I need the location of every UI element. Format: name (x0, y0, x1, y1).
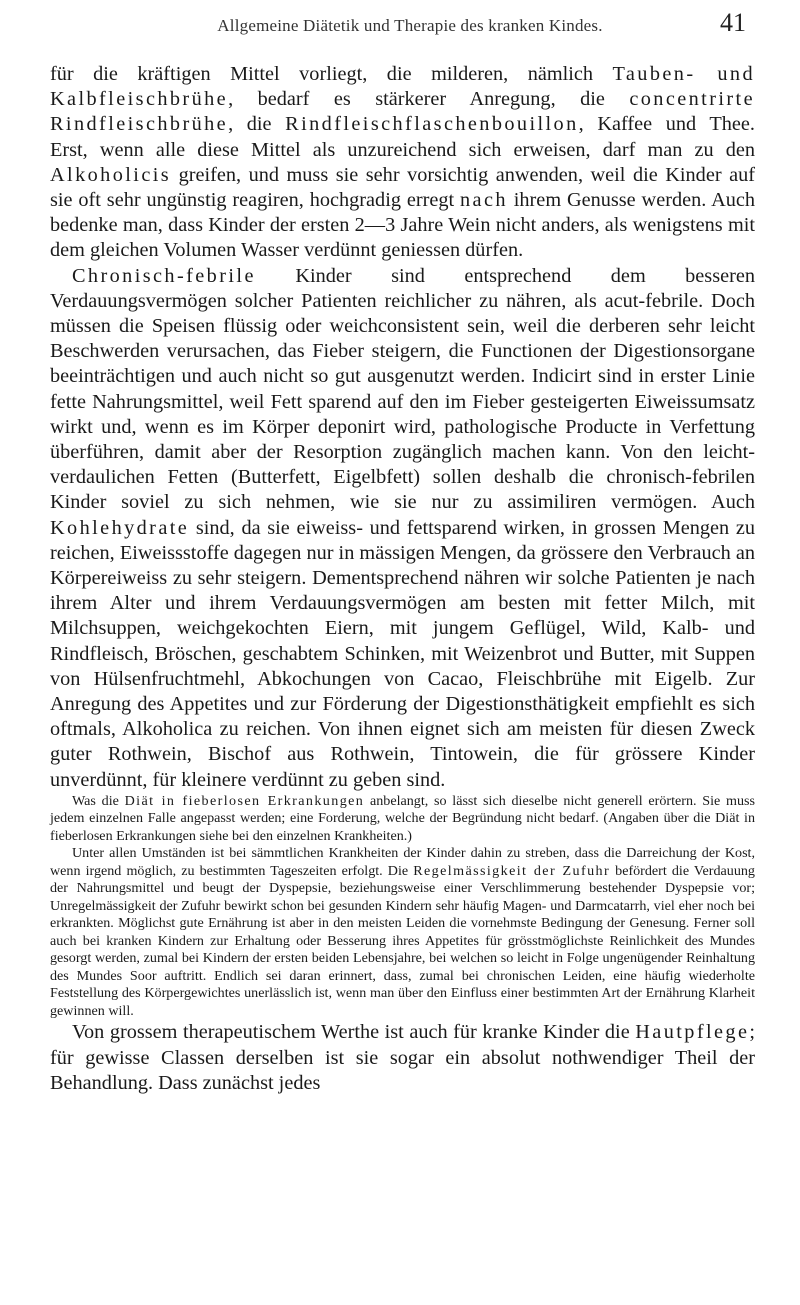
paragraph-skin-care: Von grossem therapeutischem Werthe ist auch für kranke Kinder die Hautpflege; für gewisse Classen derselben ist sie sogar ein absolut nothwendiger Theil der Behandlung. Dass zunächst jedes (50, 1021, 755, 1094)
spaced-term: concentrirte Rindfleischbrühe (50, 88, 755, 136)
paragraph-chronic-febrile: Chronisch-febrile Kinder sind entsprechend dem besseren Verdauungsvermögen solcher Patienten reichlicher zu nähren, als acut-febrile. Doch müssen die Speisen flüssig oder weichconsistent sein, weil die derberen sehr leicht Beschwerden verursachen, das Fieber steigern, die Functionen der Digestionsorgane beeinträchtigen und auch nicht so gut ausgenutzt werden. Indicirt sind in erster Linie fette Nahrungsmittel, weil Fett sparend auf den im Fieber gesteigerten Eiweissumsatz wirkt und, wenn es im Körper deponirt wird, pathologische Producte in Verfettung überführen, damit aber der Resorption zugänglich machen kann. Von den leicht-verdaulichen Fetten (Butterfett, Eigelbfett) sollen deshalb die chronisch-febrilen Kinder soviel zu sich nehmen, wie sie nur zu assimiliren vermögen. Auch Kohlehydrate sind, da sie eiweiss- und fettsparend wirken, in grossen Mengen zu reichen, Eiweissstoffe dagegen nur in mässigen Mengen, da grössere den Verbrauch an Körpereiweiss zu sehr steigern. Dementsprechend nähren wir solche Patienten je nach ihrem Alter und ihrem Verdauungsvermögen am besten mit fetter Milch, mit Milchsuppen, weichgekochten Eiern, mit jungem Geflügel, Wild, Kalb- und Rindfleisch, Bröschen, geschabtem Schinken, mit Weizenbrot und Butter, mit Suppen von Hülsenfruchtmehl, Abkochungen von Cacao, Fleischbrühe mit Eigelb. Zur Anregung des Appetites und zur Förderung der Digestionsthätigkeit empfiehlt es sich oftmals, Alkoholica zu reichen. Von ihnen eignet sich am meisten für diesen Zweck guter Rothwein, Bischof aus Rothwein, Tintowein, die für grössere Kinder unverdünnt, für kleinere verdünnt zu geben sind. (50, 264, 755, 791)
spaced-term: Kohlehydrate (50, 516, 190, 539)
spaced-term: Hautpflege (635, 1021, 750, 1044)
paragraph-feeding-stimulants: für die kräftigen Mittel vorliegt, die milderen, nämlich Tauben- und Kalbfleischbrühe, bedarf es stärkerer Anregung, die concentrirte Rindfleischbrühe, die Rindfleischflaschenbouillon, Kaffee und Thee. Erst, wenn alle diese Mittel als unzureichend sich erweisen, darf man zu den Alkoholicis greifen, und muss sie sehr vorsichtig anwenden, weil die Kinder auf sie oft sehr ungünstig reagiren, hochgradig erregt nach ihrem Genusse werden. Auch bedenke man, dass Kinder der ersten 2—3 Jahre Wein nicht anders, als wenigstens mit dem gleichen Volumen Wasser verdünnt geniessen dürfen. (50, 63, 755, 262)
spaced-term: Rindfleischflaschenbouillon (285, 113, 579, 136)
small-paragraph-regularity: Unter allen Umständen ist bei sämmtlichen Krankheiten der Kinder dahin zu streben, dass die Darreichung der Kost, wenn irgend möglich, zu bestimmten Tageszeiten erfolgt. Die Regelmässigkeit der Zufuhr befördert die Verdauung der Nahrungsmittel und beugt der Dyspepsie, beziehungsweise einer Verschlimmerung bestehender Dyspepsie vor; Unregelmässigkeit der Zufuhr bewirkt schon bei gesunden Kindern sehr häufig Magen- und Darmcatarrh, viel eher noch bei erkrankten. Möglichst gute Ernährung ist aber in den meisten Leiden die vornehmste Bedingung der Genesung. Ferner soll auch bei kranken Kindern zur Erhaltung oder Besserung ihres Appetites für grösstmöglichste Reinlichkeit des Mundes gesorgt werden, zumal bei Kindern der ersten beiden Lebensjahre, bei welchen so leicht in Folge ungenügender Reinhaltung des Mundes Soor auftritt. Endlich sei daran erinnert, dass, zumal bei chronischen Leiden, eine häufig wiederholte Feststellung des Körpergewichtes unerlässlich ist, wenn man über den Einfluss einer bestimmten Art der Ernährung Klarheit gewinnen will. (50, 845, 755, 1019)
spaced-term: Diät in fieberlosen Erkrankungen (124, 792, 365, 809)
term: Thee (709, 113, 750, 136)
spaced-term: Chronisch-febrile (72, 264, 256, 287)
page-number: 41 (720, 8, 746, 37)
page-body (50, 62, 755, 1096)
running-title: Allgemeine Diätetik und Therapie des kranken Kindes. (217, 16, 603, 35)
small-paragraph-afebrile-diet: Was die Diät in fieberlosen Erkrankungen anbelangt, so lässt sich dieselbe nicht generell erörtern. Sie muss jedem einzelnen Falle angepasst werden; eine Forderung, welche der Begründung nicht bedarf. (Angaben über die Diät in fieberlosen Erkrankungen siehe bei den einzelnen Krankheiten.) (50, 792, 755, 844)
spaced-term: Tauben- und Kalbfleischbrühe (50, 63, 755, 111)
spaced-term: Alkoholicis (50, 163, 172, 186)
spaced-term: Regelmässigkeit der Zufuhr (413, 862, 611, 879)
term: Kaffee (597, 113, 653, 136)
spaced-term: nach (460, 189, 508, 212)
page-header (50, 4, 750, 44)
